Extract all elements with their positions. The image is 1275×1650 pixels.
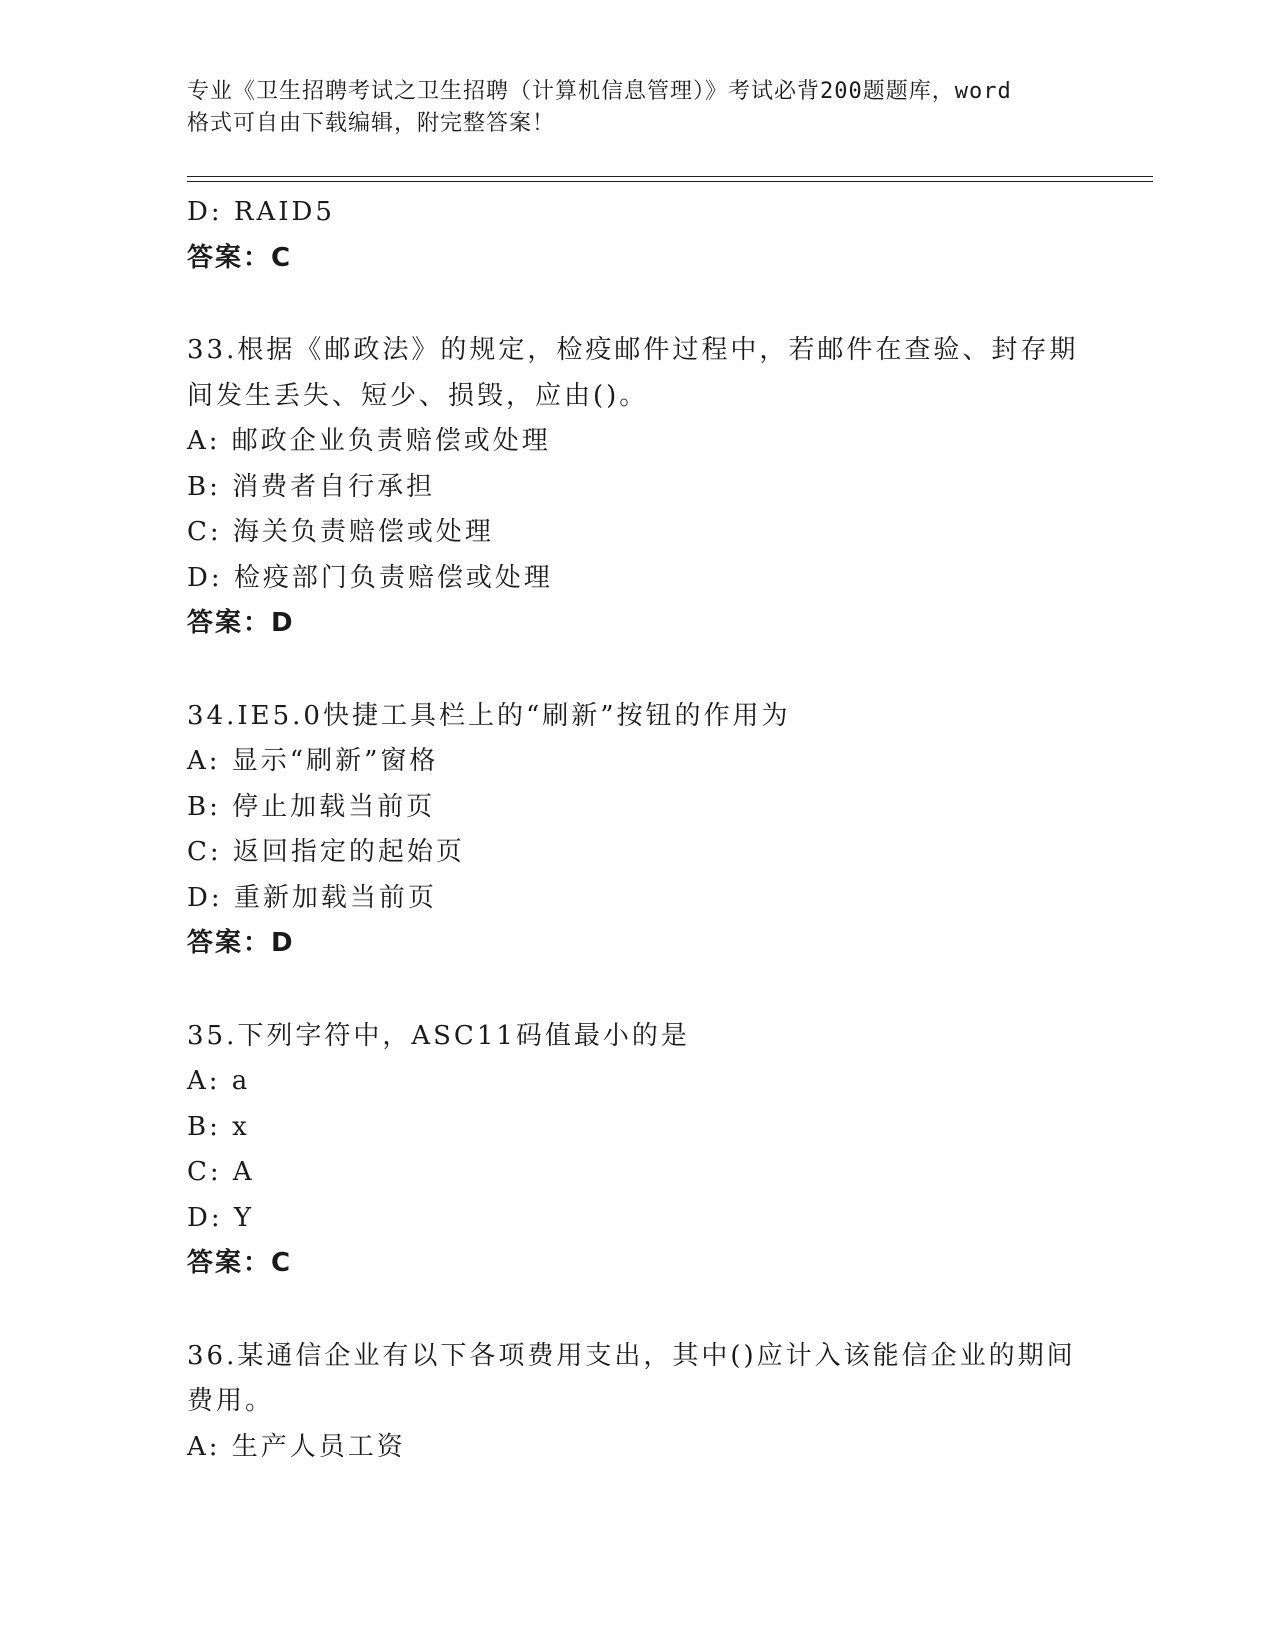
page-header [187, 76, 1087, 140]
option-c: C: 海关负责赔偿或处理 [187, 517, 494, 547]
spacer [187, 647, 1087, 694]
answer: 答案：C [187, 1248, 293, 1278]
spacer [187, 1287, 1087, 1334]
question-stem: 费用。 [187, 1386, 275, 1416]
question-34 [187, 694, 1087, 967]
question-stem: 35.下列字符中，ASC11码值最小的是 [187, 1020, 690, 1051]
option-b: B: 停止加载当前页 [187, 791, 436, 822]
header-line-2: 格式可自由下载编辑，附完整答案！ [187, 111, 556, 136]
answer: 答案：C [187, 242, 293, 273]
question-35 [187, 1014, 1087, 1287]
header-divider [187, 176, 1153, 182]
spacer [187, 967, 1087, 1014]
option-a: A: 显示“刷新”窗格 [187, 746, 439, 776]
document-body [187, 190, 1087, 1470]
question-stem: 33.根据《邮政法》的规定，检疫邮件过程中，若邮件在查验、封存期 [187, 335, 1079, 365]
header-line-1: 专业《卫生招聘考试之卫生招聘（计算机信息管理）》考试必背200题题库，word [187, 79, 1012, 104]
option-a: A: a [187, 1066, 251, 1096]
option-d: D: 检疫部门负责赔偿或处理 [187, 562, 553, 593]
option-d: D: 重新加载当前页 [187, 882, 437, 913]
answer: 答案：D [187, 928, 295, 958]
option-c: C: 返回指定的起始页 [187, 837, 465, 867]
option-d: D: RAID5 [187, 197, 335, 227]
option-b: B: 消费者自行承担 [187, 471, 436, 502]
option-d: D: Y [187, 1202, 255, 1233]
option-a: A: 生产人员工资 [187, 1431, 406, 1462]
question-stem: 间发生丢失、短少、损毁，应由()。 [187, 380, 649, 411]
question-33 [187, 328, 1087, 647]
spacer [187, 281, 1087, 328]
question-stem: 36.某通信企业有以下各项费用支出，其中()应计入该能信企业的期间 [187, 1340, 1076, 1371]
question-36 [187, 1334, 1087, 1471]
option-c: C: A [187, 1157, 255, 1187]
option-b: B: x [187, 1111, 250, 1142]
option-a: A: 邮政企业负责赔偿或处理 [187, 426, 551, 456]
question-stem: 34.IE5.0快捷工具栏上的“刷新”按钮的作用为 [187, 700, 791, 731]
answer: 答案：D [187, 608, 295, 638]
